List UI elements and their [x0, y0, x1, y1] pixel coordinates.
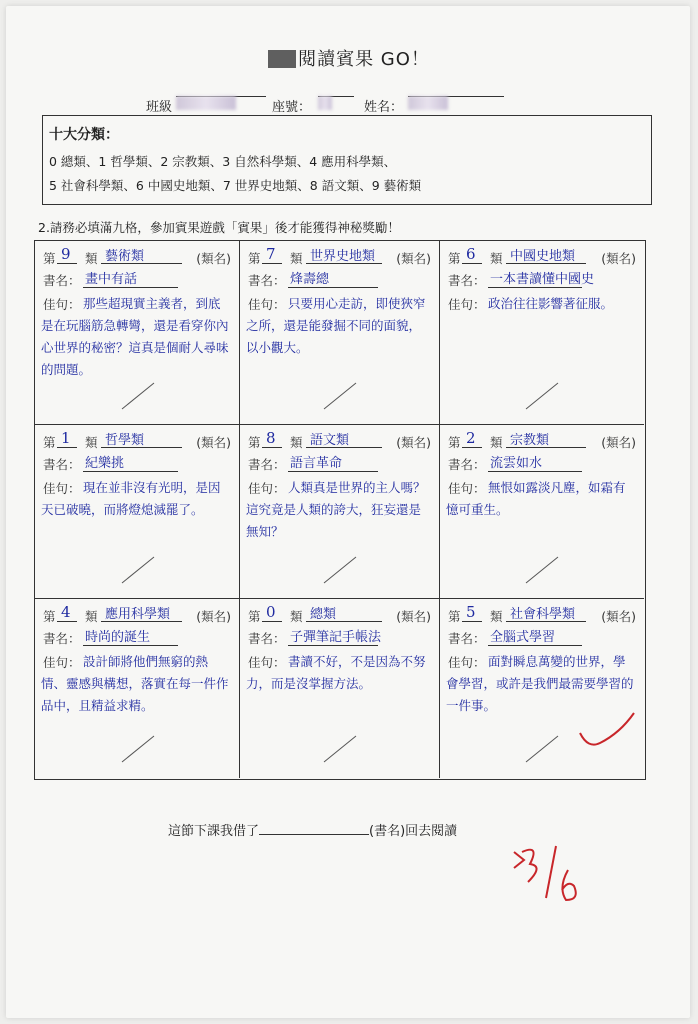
borrow-note	[168, 820, 457, 839]
category-heading: 十大分類：	[49, 127, 119, 143]
cell-lei-label: 類	[290, 435, 303, 450]
cell-book-title: 畫中有話	[85, 272, 138, 287]
cell-category-name-label: (類名)	[196, 609, 231, 624]
cell-quote-text: 那些超現實主義者，到底是在玩腦筋急轉彎，還是看穿你內心世界的秘密？這真是個耐人尋味的問題。	[41, 296, 229, 377]
cell-lei-label: 類	[290, 609, 303, 624]
cell-category-name: 總類	[310, 607, 337, 622]
cell-book-title: 一本書讀懂中國史	[490, 272, 595, 287]
cell-number-line	[262, 621, 282, 622]
cell-category-name-label: (類名)	[601, 251, 636, 266]
cell-lei-label: 類	[490, 435, 503, 450]
cell-category-name-label: (類名)	[396, 435, 431, 450]
check-stroke	[320, 553, 360, 587]
cell-book-line	[288, 645, 378, 646]
cell-number-line	[462, 263, 482, 264]
cell-lei-label: 類	[490, 251, 503, 266]
cell-book-label: 書名：	[43, 457, 81, 472]
cell-book-label: 書名：	[248, 631, 286, 646]
cell-quote-label: 佳句：	[43, 655, 81, 670]
cell-category-name: 中國史地類	[510, 249, 576, 264]
cell-category-number: 7	[266, 245, 276, 263]
grade-mark	[510, 840, 600, 914]
cell-lei-label: 類	[85, 609, 98, 624]
check-stroke	[118, 732, 158, 766]
cell-quote-text: 政治往往影響著征服。	[488, 296, 614, 311]
category-box	[42, 115, 652, 205]
cell-lei-label: 類	[85, 435, 98, 450]
cell-quote-label: 佳句：	[448, 297, 486, 312]
cell-category-number: 8	[266, 429, 276, 447]
cell-book-title: 語言革命	[290, 456, 343, 471]
check-stroke	[118, 553, 158, 587]
cell-category-name-label: (類名)	[396, 609, 431, 624]
cell-quote-text: 無恨如露淡凡塵，如霜有憶可重生。	[446, 480, 626, 517]
page-title: 閱讀賓果 GO！	[0, 45, 698, 71]
cell-number-line	[462, 621, 482, 622]
cell-quote-text: 設計師將他們無窮的熱情、靈感與構想，落實在每一件作品中，且精益求精。	[41, 654, 229, 713]
cell-category-name: 語文類	[310, 433, 350, 448]
cell-book-label: 書名：	[43, 631, 81, 646]
cell-book-title: 子彈筆記手帳法	[290, 630, 382, 645]
cell-category-name-label: (類名)	[196, 251, 231, 266]
cell-book-line	[488, 645, 582, 646]
cell-book-line	[488, 471, 582, 472]
borrow-text-after: (書名)回去閱讀	[369, 824, 458, 839]
cell-number-line	[57, 447, 77, 448]
cell-book-label: 書名：	[448, 273, 486, 288]
instruction-text: 2.請務必填滿九格，參加賓果遊戲「賓果」後才能獲得神秘獎勵！	[38, 220, 400, 235]
cell-category-line	[101, 621, 182, 622]
cell-quote-label: 佳句：	[43, 297, 81, 312]
cell-category-name-label: (類名)	[601, 435, 636, 450]
cell-category-line	[306, 447, 382, 448]
cell-di-label: 第	[248, 435, 261, 450]
cell-book-label: 書名：	[448, 457, 486, 472]
cell-book-label: 書名：	[248, 273, 286, 288]
cell-quote-text: 只要用心走訪，即使狹窄之所，還是能發掘不同的面貌，以小觀大。	[246, 296, 426, 355]
check-stroke	[320, 732, 360, 766]
cell-quote-text: 書讀不好，不是因為不努力，而是沒掌握方法。	[246, 654, 426, 691]
bingo-cell	[35, 241, 240, 425]
cell-book-line	[288, 287, 378, 288]
cell-di-label: 第	[248, 609, 261, 624]
cell-book-label: 書名：	[248, 457, 286, 472]
cell-quote-text: 現在並非沒有光明，是因天已破曉，而將燈熄滅罷了。	[41, 480, 221, 517]
cell-number-line	[262, 263, 282, 264]
bingo-grid	[34, 240, 646, 780]
cell-di-label: 第	[43, 251, 56, 266]
cell-category-number: 5	[466, 603, 476, 621]
cell-number-line	[57, 621, 77, 622]
class-label: 班級	[146, 100, 173, 115]
cell-book-line	[83, 645, 178, 646]
cell-book-title: 流雲如水	[490, 456, 543, 471]
cell-category-name-label: (類名)	[396, 251, 431, 266]
bingo-cell	[240, 425, 440, 599]
borrow-text-before: 這節下課我借了	[168, 824, 260, 839]
cell-category-line	[506, 621, 586, 622]
check-stroke	[522, 553, 562, 587]
cell-lei-label: 類	[490, 609, 503, 624]
borrow-blank	[259, 834, 369, 835]
cell-di-label: 第	[43, 609, 56, 624]
check-stroke	[118, 379, 158, 413]
check-stroke	[522, 379, 562, 413]
cell-number-line	[262, 447, 282, 448]
cell-di-label: 第	[43, 435, 56, 450]
cell-quote-label: 佳句：	[448, 481, 486, 496]
cell-category-line	[506, 263, 586, 264]
cell-book-title: 烽壽總	[290, 272, 330, 287]
cell-category-name: 哲學類	[105, 433, 145, 448]
bingo-cell	[440, 241, 644, 425]
cell-category-name: 世界史地類	[310, 249, 376, 264]
check-stroke	[320, 379, 360, 413]
redacted-block	[268, 50, 296, 68]
bingo-cell	[440, 425, 644, 599]
grade-mark-drawing	[510, 840, 600, 910]
cell-book-title: 全腦式學習	[490, 630, 556, 645]
cell-number-line	[57, 263, 77, 264]
cell-lei-label: 類	[85, 251, 98, 266]
seat-label: 座號：	[272, 100, 312, 115]
cell-lei-label: 類	[290, 251, 303, 266]
cell-category-number: 1	[61, 429, 71, 447]
cell-quote-label: 佳句：	[248, 655, 286, 670]
cell-book-line	[288, 471, 378, 472]
cell-category-line	[101, 447, 182, 448]
cell-book-line	[83, 471, 178, 472]
cell-category-line	[306, 621, 382, 622]
cell-category-name-label: (類名)	[601, 609, 636, 624]
cell-quote-label: 佳句：	[248, 481, 286, 496]
cell-category-number: 0	[266, 603, 276, 621]
cell-quote-text: 面對瞬息萬變的世界，學會學習，或許是我們最需要學習的一件事。	[446, 654, 634, 713]
cell-number-line	[462, 447, 482, 448]
cell-category-name: 應用科學類	[105, 607, 171, 622]
cell-quote-label: 佳句：	[248, 297, 286, 312]
bingo-cell	[240, 241, 440, 425]
cell-book-label: 書名：	[448, 631, 486, 646]
cell-book-title: 紀樂挑	[85, 456, 125, 471]
cell-quote-text: 人類真是世界的主人嗎？這究竟是人類的誇大，狂妄還是無知？	[246, 480, 426, 539]
bingo-cell	[35, 599, 240, 778]
cell-category-name: 藝術類	[105, 249, 145, 264]
cell-book-title: 時尚的誕生	[85, 630, 151, 645]
cell-category-name: 宗教類	[510, 433, 550, 448]
bingo-cell	[240, 599, 440, 778]
name-label: 姓名：	[364, 100, 404, 115]
category-line-2: 5 社會科學類、6 中國史地類、7 世界史地類、8 語文類、9 藝術類	[49, 178, 422, 193]
cell-di-label: 第	[448, 251, 461, 266]
cell-quote-label: 佳句：	[448, 655, 486, 670]
cell-category-number: 2	[466, 429, 476, 447]
cell-category-name-label: (類名)	[196, 435, 231, 450]
cell-category-number: 6	[466, 245, 476, 263]
cell-category-line	[506, 447, 586, 448]
cell-quote-label: 佳句：	[43, 481, 81, 496]
cell-di-label: 第	[448, 435, 461, 450]
cell-category-number: 4	[61, 603, 71, 621]
cell-category-number: 9	[61, 245, 71, 263]
cell-category-line	[101, 263, 182, 264]
cell-book-line	[488, 287, 582, 288]
check-stroke	[522, 732, 562, 766]
category-line-1: 0 總類、1 哲學類、2 宗教類、3 自然科學類、4 應用科學類、	[49, 154, 397, 169]
bingo-cell	[440, 599, 644, 778]
bingo-cell	[35, 425, 240, 599]
cell-di-label: 第	[248, 251, 261, 266]
cell-category-line	[306, 263, 382, 264]
cell-category-name: 社會科學類	[510, 607, 576, 622]
cell-book-label: 書名：	[43, 273, 81, 288]
cell-di-label: 第	[448, 609, 461, 624]
red-check-icon	[576, 709, 640, 749]
cell-book-line	[83, 287, 178, 288]
